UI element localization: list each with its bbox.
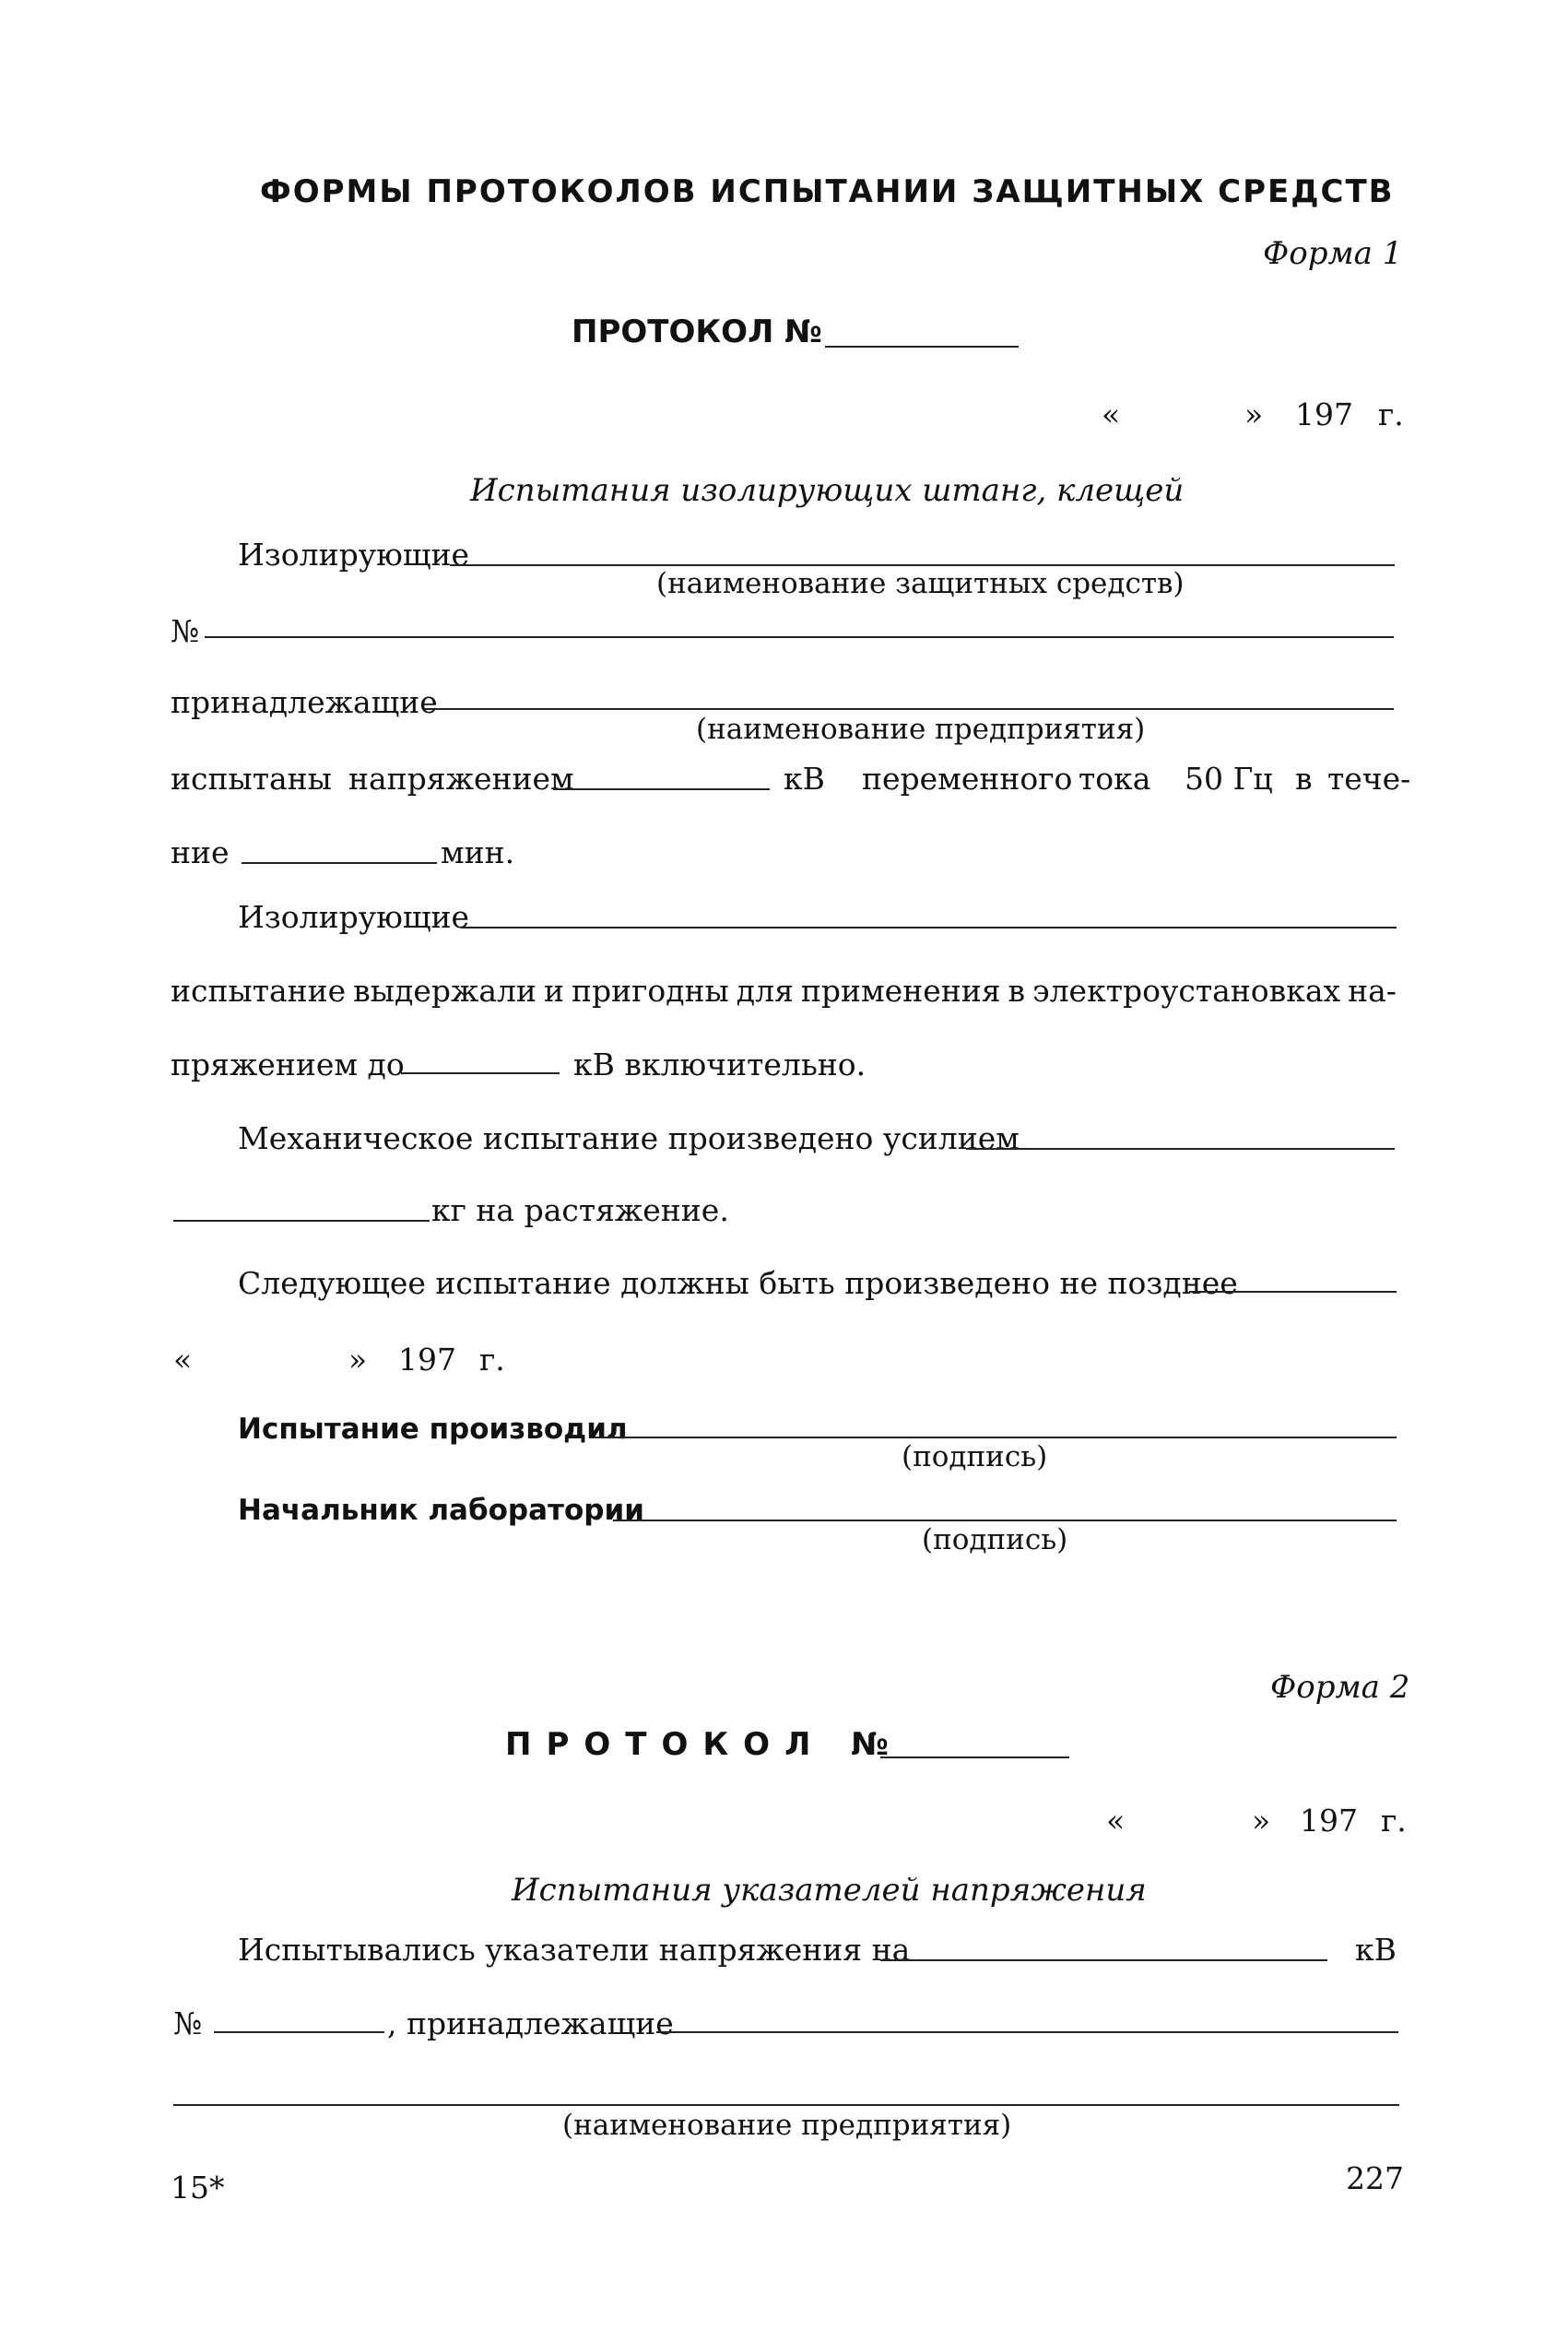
form1-means-caption: (наименование защитных средств) [656, 567, 1185, 600]
form2-kv-unit: кВ [1355, 1932, 1397, 1968]
form1-passed-word: пригодны [571, 973, 729, 1009]
form2-belonging-field[interactable] [656, 2031, 1398, 2033]
form2-date-year: 197 [1300, 1803, 1358, 1839]
form1-date-open-quote: « [1102, 396, 1121, 432]
page-number: 227 [1346, 2160, 1404, 2196]
form1-kv-unit: кВ [784, 761, 825, 797]
form1-frequency: 50 Гц [1185, 761, 1273, 797]
form1-enterprise-field[interactable] [424, 708, 1394, 710]
form1-protocol-number-field[interactable] [825, 346, 1019, 348]
form2-subtitle: Испытания указателей напряжения [512, 1872, 1147, 1909]
form1-test-voltage-field[interactable] [553, 788, 770, 790]
form1-ac-word: переменного [862, 761, 1073, 797]
form1-lab-head-label: Начальник лаборатории [238, 1494, 644, 1527]
form1-mech-force-field-cont[interactable] [173, 1220, 430, 1222]
form1-next-date-open-quote: « [173, 1342, 193, 1378]
form2-enterprise-caption: (наименование предприятия) [562, 2109, 1012, 2142]
form1-date-close-quote: » [1244, 396, 1264, 432]
form1-next-test-field[interactable] [1189, 1291, 1397, 1293]
form1-tester-signature-field[interactable] [595, 1437, 1397, 1438]
form1-insulating-label-2: Изолирующие [238, 899, 470, 935]
form1-tested-word-2: напряжением [348, 761, 574, 797]
form2-tested-label: Испытывались указатели напряжения на [238, 1932, 911, 1968]
form2-voltage-field[interactable] [880, 1959, 1327, 1961]
form1-voltage-start: пряжением до [171, 1047, 405, 1082]
form1-passed-word: и [543, 973, 564, 1009]
form1-duration-start: ние [171, 834, 230, 870]
form1-in-word: в [1295, 761, 1313, 797]
form2-label: Форма 2 [1270, 1669, 1410, 1706]
form1-lab-head-signature-field[interactable] [613, 1520, 1397, 1521]
form1-duration-unit: мин. [441, 834, 515, 870]
form1-passed-word: применения [800, 973, 1001, 1009]
form1-passed-word: для [736, 973, 794, 1009]
form1-tested-word-1: испытаны [171, 761, 332, 797]
form1-insulating-label: Изолирующие [238, 537, 470, 573]
form2-date-open-quote: « [1106, 1803, 1126, 1839]
form1-mech-test-label: Механическое испытание произведено усилием [238, 1120, 1020, 1156]
form2-protocol-number-field[interactable] [880, 1756, 1069, 1758]
form1-passed-word: испытание [171, 973, 347, 1009]
form2-date-close-quote: » [1252, 1803, 1271, 1839]
form1-duration-field[interactable] [242, 862, 437, 864]
form2-belonging-label: , принадлежащие [387, 2005, 674, 2041]
form1-date-suffix: г. [1378, 396, 1404, 432]
form1-passed-word: электроустановках [1032, 973, 1341, 1009]
form2-number-field[interactable] [214, 2031, 384, 2033]
footer-signature-mark: 15* [171, 2170, 225, 2206]
form1-next-date-close-quote: » [348, 1342, 368, 1378]
form1-signature-caption-2: (подпись) [922, 1523, 1068, 1556]
form1-during-word: тече- [1327, 761, 1411, 797]
form1-next-date-year: 197 [398, 1342, 456, 1378]
form1-date-year: 197 [1295, 396, 1353, 432]
form1-protocol-title: ПРОТОКОЛ № [572, 313, 823, 350]
form1-label: Форма 1 [1263, 235, 1403, 272]
form1-passed-line [171, 973, 1397, 1009]
form1-voltage-end: кВ включительно. [573, 1047, 867, 1082]
form2-enterprise-field[interactable] [173, 2104, 1399, 2106]
form1-subtitle: Испытания изолирующих штанг, клещей [470, 472, 1185, 509]
form1-passed-word: выдержали [353, 973, 536, 1009]
form1-next-test-label: Следующее испытание должны быть произведено не позднее [238, 1265, 1238, 1301]
form1-passed-word: на- [1348, 973, 1397, 1009]
form1-tester-label: Испытание производил [238, 1413, 628, 1446]
form1-next-date-suffix: г. [479, 1342, 505, 1378]
form1-enterprise-caption: (наименование предприятия) [696, 713, 1146, 746]
form1-current-word: тока [1079, 761, 1151, 797]
form2-date-suffix: г. [1381, 1803, 1407, 1839]
form1-max-voltage-field[interactable] [401, 1072, 560, 1074]
form2-number-label: № [173, 2005, 203, 2041]
form1-belonging-label: принадлежащие [171, 684, 438, 720]
form1-mech-force-field[interactable] [966, 1148, 1395, 1150]
form1-tension-label: кг на растяжение. [431, 1192, 729, 1228]
form1-passed-word: в [1008, 973, 1026, 1009]
form1-signature-caption: (подпись) [902, 1440, 1048, 1473]
form2-protocol-title: ПРОТОКОЛ № [505, 1726, 904, 1763]
form1-insulating-name-field-2[interactable] [461, 927, 1397, 928]
form1-number-field[interactable] [205, 636, 1394, 638]
form1-means-name-field[interactable] [450, 564, 1395, 566]
form1-number-label: № [171, 613, 200, 649]
document-heading: ФОРМЫ ПРОТОКОЛОВ ИСПЫТАНИИ ЗАЩИТНЫХ СРЕДСТВ [260, 173, 1395, 210]
